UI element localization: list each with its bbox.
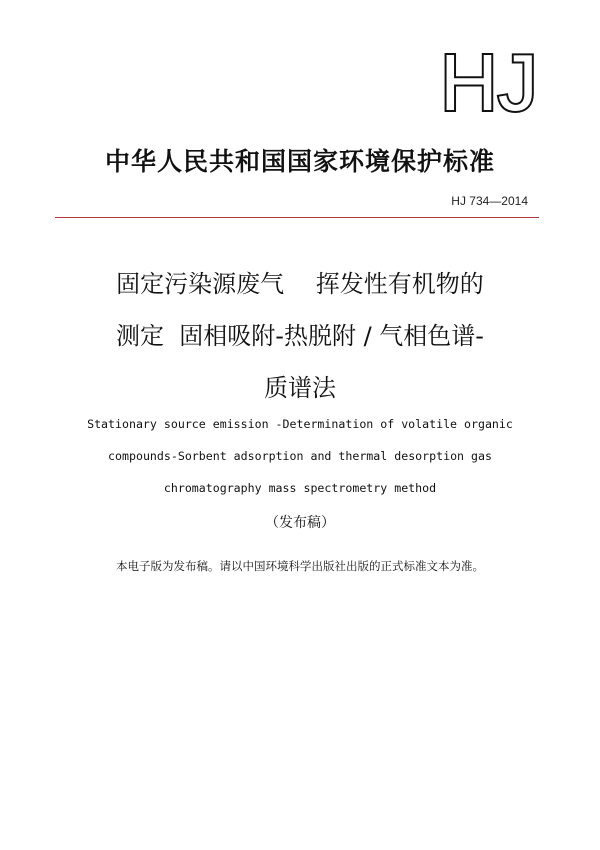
hj-logo: [438, 44, 550, 116]
english-title-line: chromatography mass spectrometry method: [163, 481, 437, 495]
standard-number: HJ 734—2014: [451, 194, 528, 208]
hj-logo-text: HJ: [440, 44, 538, 116]
issuing-organization: 中华人民共和国国家环境保护标准: [104, 147, 495, 176]
english-title: [0, 414, 600, 510]
header-divider: [55, 217, 539, 218]
release-status: （发布稿）: [265, 515, 335, 531]
title-line: 固定污染源废气 挥发性有机物的: [116, 270, 484, 298]
edition-note: 本电子版为发布稿。请以中国环境科学出版社出版的正式标准文本为准。: [116, 559, 484, 573]
english-title-line: Stationary source emission -Determination of volatile organic: [87, 417, 513, 431]
title-line: 测定 固相吸附-热脱附 / 气相色谱-: [116, 322, 484, 350]
standard-title: [0, 258, 600, 414]
title-line: 质谱法: [264, 374, 336, 402]
english-title-line: compounds-Sorbent adsorption and thermal desorption gas: [108, 449, 492, 463]
hj-logo-graphic: [438, 44, 550, 116]
